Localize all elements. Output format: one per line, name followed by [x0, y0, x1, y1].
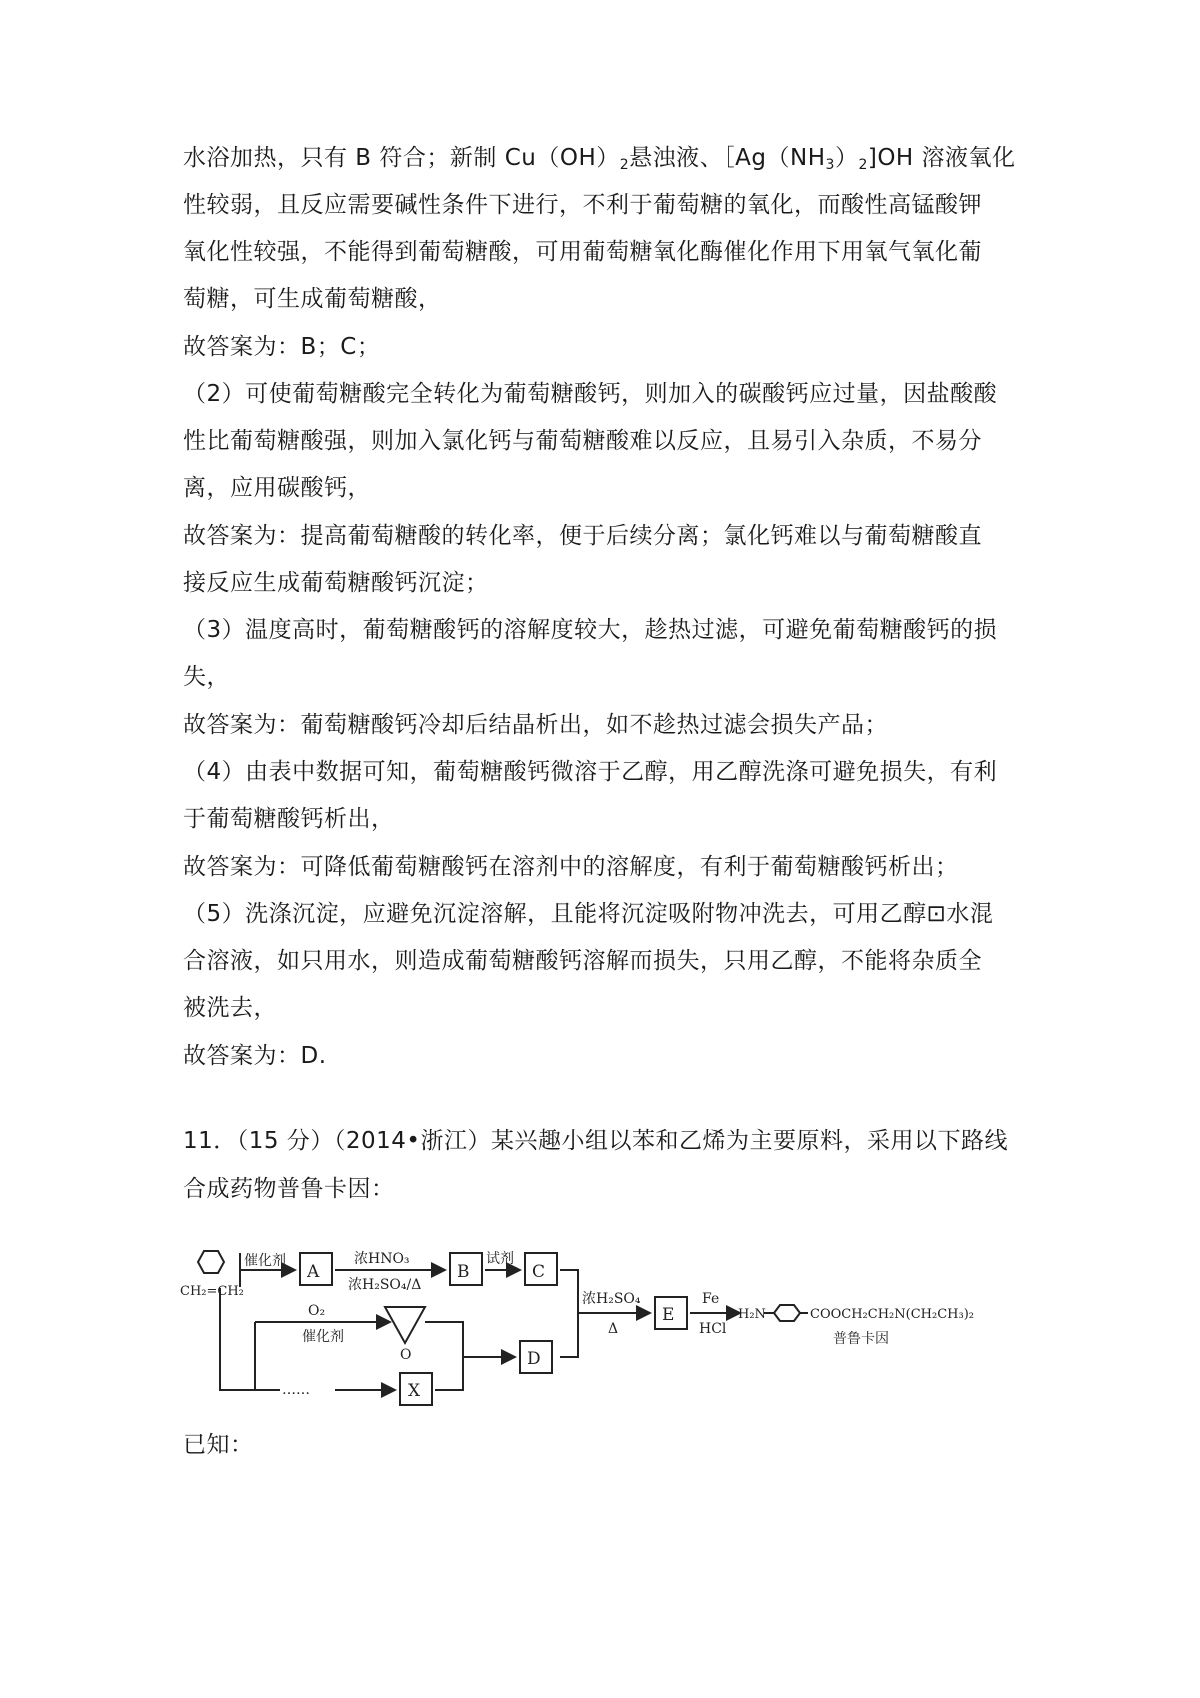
- question-11-line-1: 11．（15 分）（2014•浙江）某兴趣小组以苯和乙烯为主要原料，采用以下路线: [183, 1128, 1008, 1154]
- answer-line-2: 故答案为：提高葡萄糖酸的转化率，便于后续分离；氯化钙难以与葡萄糖酸直: [183, 523, 982, 549]
- ethylene-label: CH₂=CH₂: [180, 1284, 244, 1299]
- solution-line-6: 性比葡萄糖酸强，则加入氯化钙与葡萄糖酸难以反应，且易引入杂质，不易分: [183, 428, 982, 454]
- solution-line-10: （4）由表中数据可知，葡萄糖酸钙微溶于乙醇，用乙醇洗涤可避免损失，有利: [183, 759, 998, 785]
- para-ring-icon: [774, 1305, 800, 1321]
- solution-line-4: 萄糖，可生成葡萄糖酸，: [183, 286, 442, 312]
- known-label: 已知：: [183, 1432, 254, 1458]
- epoxide-o-label: O: [400, 1347, 412, 1363]
- fe-label: Fe: [702, 1291, 720, 1307]
- solution-line-5: （2）可使葡萄糖酸完全转化为葡萄糖酸钙，则加入的碳酸钙应过量，因盐酸酸: [183, 381, 998, 407]
- box-c-label: C: [532, 1262, 546, 1282]
- box-x-label: X: [408, 1381, 421, 1401]
- benzene-ring-icon: [198, 1251, 224, 1273]
- o2-label: O₂: [308, 1303, 326, 1319]
- product-formula: COOCH₂CH₂N(CH₂CH₃)₂: [810, 1307, 974, 1322]
- hcl-label: HCl: [699, 1321, 727, 1337]
- heat-label: Δ: [608, 1321, 619, 1337]
- ellipsis-label: ……: [282, 1382, 310, 1398]
- solution-line-12: （5）洗涤沉淀，应避免沉淀溶解，且能将沉淀吸附物冲洗去，可用乙醇⊡水混: [183, 901, 994, 927]
- reagent-label: 试剂: [486, 1251, 514, 1267]
- epoxide-ring-icon: [385, 1307, 425, 1343]
- solution-line-7: 离，应用碳酸钙，: [183, 475, 371, 501]
- catalyst-label: 催化剂: [244, 1253, 286, 1269]
- box-a-label: A: [307, 1262, 320, 1282]
- solution-line-14: 被洗去，: [183, 995, 277, 1021]
- box-d-label: D: [527, 1349, 541, 1369]
- reagent-hno3: 浓HNO₃: [354, 1251, 410, 1267]
- reagent-h2so4: 浓H₂SO₄/Δ: [348, 1277, 422, 1293]
- answer-line-4: 故答案为：可降低葡萄糖酸钙在溶剂中的溶解度，有利于葡萄糖酸钙析出；: [183, 854, 959, 880]
- answer-line-5: 故答案为：D.: [183, 1043, 327, 1069]
- question-11-line-2: 合成药物普鲁卡因：: [183, 1176, 395, 1202]
- product-h2n: H₂N: [738, 1307, 766, 1322]
- solution-line-13: 合溶液，如只用水，则造成葡萄糖酸钙溶解而损失，只用乙醇，不能将杂质全: [183, 948, 982, 974]
- box-e-label: E: [662, 1305, 675, 1325]
- synthesis-route-diagram: [180, 1245, 1060, 1415]
- solution-line-9: 失，: [183, 664, 230, 690]
- product-name: 普鲁卡因: [833, 1331, 889, 1347]
- o2-catalyst-label: 催化剂: [302, 1329, 344, 1345]
- solution-line-8: （3）温度高时，葡萄糖酸钙的溶解度较大，趁热过滤，可避免葡萄糖酸钙的损: [183, 617, 998, 643]
- conc-h2so4-label: 浓H₂SO₄: [582, 1291, 641, 1307]
- solution-line-3: 氧化性较强，不能得到葡萄糖酸，可用葡萄糖氧化酶催化作用下用氧气氧化葡: [183, 239, 982, 265]
- solution-line-11: 于葡萄糖酸钙析出，: [183, 806, 395, 832]
- answer-line-1: 故答案为：B；C；: [183, 334, 381, 360]
- box-b-label: B: [457, 1262, 470, 1282]
- solution-line-1: 水浴加热，只有 B 符合；新制 $Cu(OH)_2$悬浊液、$[Ag(NH_3)_2]OH$ 溶液氧化: [183, 145, 1016, 173]
- answer-line-3: 故答案为：葡萄糖酸钙冷却后结晶析出，如不趁热过滤会损失产品；: [183, 712, 888, 738]
- solution-line-2: 性较弱，且反应需要碱性条件下进行，不利于葡萄糖的氧化，而酸性高锰酸钾: [183, 192, 982, 218]
- answer-line-2-cont: 接反应生成葡萄糖酸钙沉淀；: [183, 570, 489, 596]
